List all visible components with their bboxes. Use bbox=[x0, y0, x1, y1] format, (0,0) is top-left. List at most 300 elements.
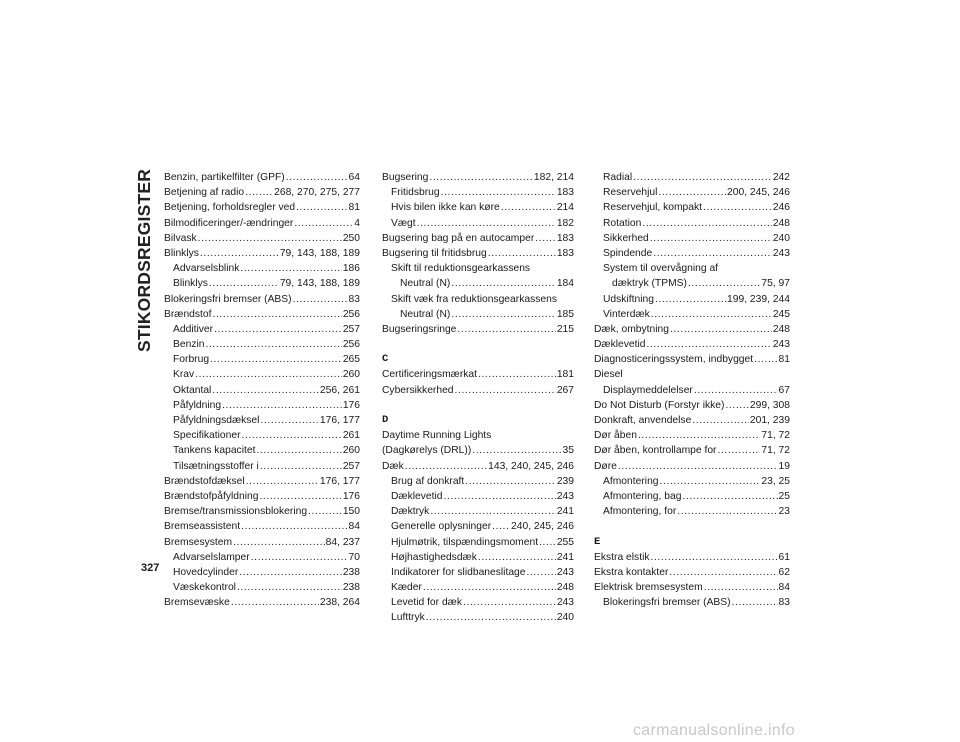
dot-leader bbox=[222, 398, 342, 413]
dot-leader bbox=[212, 383, 319, 398]
index-entry bbox=[382, 595, 574, 610]
entry-label: Brug af donkraft bbox=[391, 475, 465, 487]
entry-label: Specifikationer bbox=[173, 430, 241, 442]
entry-label: Afmontering, bag bbox=[603, 490, 682, 502]
entry-label: Brændstof bbox=[164, 308, 212, 320]
index-entry bbox=[594, 474, 790, 489]
index-entry bbox=[382, 474, 574, 489]
entry-label: Kæder bbox=[391, 582, 422, 594]
entry-label: Bugsering bag på en autocamper bbox=[382, 232, 535, 244]
dot-leader bbox=[704, 580, 778, 595]
entry-page-ref: 238 bbox=[342, 566, 360, 578]
dot-leader bbox=[492, 519, 510, 534]
entry-page-ref: 25 bbox=[778, 490, 790, 502]
entry-label: Afmontering, for bbox=[603, 506, 677, 518]
entry-page-ref: 240 bbox=[556, 612, 574, 624]
entry-page-ref: 256 bbox=[342, 308, 360, 320]
entry-label: Dæk, ombytning bbox=[594, 323, 669, 335]
dot-leader bbox=[660, 474, 761, 489]
dot-leader bbox=[441, 185, 556, 200]
dot-leader bbox=[478, 367, 556, 382]
entry-label: Bilvask bbox=[164, 232, 197, 244]
entry-label: Bremseassistent bbox=[164, 521, 241, 533]
dot-leader bbox=[455, 383, 556, 398]
index-entry bbox=[164, 170, 360, 185]
entry-page-ref: 83 bbox=[778, 597, 790, 609]
entry-page-ref: 81 bbox=[348, 202, 360, 214]
dot-leader bbox=[488, 246, 556, 261]
dot-leader bbox=[633, 170, 772, 185]
entry-page-ref: 61 bbox=[778, 551, 790, 563]
index-entry bbox=[382, 322, 574, 337]
entry-page-ref: 248 bbox=[772, 323, 790, 335]
index-entry bbox=[594, 504, 790, 519]
dot-leader bbox=[651, 307, 772, 322]
entry-page-ref: 268, 270, 275, 277 bbox=[274, 187, 360, 199]
dot-leader bbox=[240, 261, 341, 276]
entry-page-ref: 246 bbox=[772, 202, 790, 214]
entry-label: Advarselsblink bbox=[173, 263, 240, 275]
entry-label: Levetid for dæk bbox=[391, 597, 462, 609]
index-heading-line: Diesel bbox=[594, 369, 623, 381]
dot-leader bbox=[200, 246, 279, 261]
dot-leader bbox=[444, 489, 556, 504]
entry-page-ref: 71, 72 bbox=[761, 430, 790, 442]
entry-page-ref: 239 bbox=[556, 475, 574, 487]
index-entry bbox=[382, 200, 574, 215]
entry-label: Generelle oplysninger bbox=[391, 521, 492, 533]
entry-label: Reservehjul, kompakt bbox=[603, 202, 703, 214]
entry-page-ref: 79, 143, 188, 189 bbox=[279, 278, 360, 290]
entry-page-ref: 242 bbox=[772, 172, 790, 183]
entry-page-ref: 64 bbox=[348, 172, 360, 183]
dot-leader bbox=[638, 428, 760, 443]
entry-page-ref: 35 bbox=[562, 445, 574, 457]
entry-label: Tilsætningsstoffer i bbox=[173, 460, 259, 472]
entry-page-ref: 243 bbox=[556, 566, 574, 578]
entry-page-ref: 84 bbox=[348, 521, 360, 533]
dot-leader bbox=[451, 307, 555, 322]
entry-label: Lufttryk bbox=[391, 612, 425, 624]
dot-leader bbox=[653, 246, 772, 261]
entry-page-ref: 214 bbox=[556, 202, 574, 214]
dot-leader bbox=[670, 322, 772, 337]
section-title: STIKORDSREGISTER bbox=[134, 169, 154, 353]
entry-label: Certificeringsmærkat bbox=[382, 369, 477, 381]
index-entry bbox=[382, 367, 574, 382]
entry-page-ref: 84, 237 bbox=[325, 536, 360, 548]
dot-leader bbox=[296, 200, 347, 215]
index-entry bbox=[594, 185, 790, 200]
index-entry bbox=[164, 535, 360, 550]
dot-leader bbox=[669, 565, 777, 580]
entry-label: Displaymeddelelser bbox=[603, 384, 693, 396]
entry-label: Bugsering bbox=[382, 172, 429, 183]
dot-leader bbox=[233, 535, 325, 550]
index-entry bbox=[164, 276, 360, 291]
entry-page-ref: 23, 25 bbox=[761, 475, 790, 487]
entry-page-ref: 241 bbox=[556, 551, 574, 563]
entry-page-ref: 176, 177 bbox=[319, 475, 360, 487]
dot-leader bbox=[457, 322, 555, 337]
index-entry bbox=[164, 292, 360, 307]
entry-label: Donkraft, anvendelse bbox=[594, 415, 692, 426]
entry-label: Bilmodificeringer/-ændringer bbox=[164, 217, 294, 229]
index-entry bbox=[164, 519, 360, 534]
entry-label: Dæklevetid bbox=[594, 339, 646, 351]
entry-label: Fritidsbrug bbox=[391, 187, 440, 199]
spacer bbox=[594, 519, 790, 534]
dot-leader bbox=[210, 352, 342, 367]
index-entry bbox=[382, 276, 574, 291]
entry-label: Bugseringsringe bbox=[382, 323, 457, 335]
index-entry bbox=[382, 231, 574, 246]
dot-leader bbox=[214, 322, 342, 337]
entry-page-ref: 182 bbox=[556, 217, 574, 229]
index-entry bbox=[594, 398, 790, 413]
entry-page-ref: 250 bbox=[342, 232, 360, 244]
entry-page-ref: 186 bbox=[342, 263, 360, 275]
entry-label: Do Not Disturb (Forstyr ikke) bbox=[594, 399, 725, 411]
dot-leader bbox=[294, 216, 353, 231]
entry-label: Blokeringsfri bremser (ABS) bbox=[164, 293, 292, 305]
entry-label: Ekstra kontakter bbox=[594, 566, 669, 578]
index-entry bbox=[164, 595, 360, 610]
index-entry bbox=[164, 580, 360, 595]
entry-page-ref: 4 bbox=[354, 217, 360, 229]
dot-leader bbox=[198, 231, 342, 246]
index-entry bbox=[594, 383, 790, 398]
index-entry bbox=[594, 246, 790, 261]
index-entry bbox=[382, 216, 574, 231]
index-entry bbox=[164, 231, 360, 246]
entry-page-ref: 243 bbox=[556, 490, 574, 502]
index-entry bbox=[164, 261, 360, 276]
dot-leader bbox=[308, 504, 342, 519]
index-entry bbox=[594, 428, 790, 443]
index-entry bbox=[164, 383, 360, 398]
entry-page-ref: 143, 240, 245, 246 bbox=[488, 460, 574, 472]
index-entry bbox=[382, 185, 574, 200]
entry-page-ref: 215 bbox=[556, 323, 574, 335]
dot-leader bbox=[651, 550, 778, 565]
index-entry bbox=[164, 459, 360, 474]
index-entry bbox=[594, 307, 790, 322]
index-entry bbox=[382, 170, 574, 185]
index-entry bbox=[382, 459, 574, 474]
dot-leader bbox=[429, 170, 533, 185]
spacer bbox=[382, 398, 574, 413]
index-entry bbox=[164, 565, 360, 580]
entry-label: Dæklevetid bbox=[391, 490, 443, 502]
entry-label: Indikatorer for slidbaneslitage bbox=[391, 566, 526, 578]
dot-leader bbox=[535, 231, 556, 246]
dot-leader bbox=[694, 383, 778, 398]
index-entry bbox=[382, 535, 574, 550]
entry-label: Betjening, forholdsregler ved bbox=[164, 202, 296, 214]
entry-page-ref: 248 bbox=[772, 217, 790, 229]
entry-page-ref: 243 bbox=[772, 247, 790, 259]
entry-label: Cybersikkerhed bbox=[382, 384, 454, 396]
dot-leader bbox=[251, 550, 348, 565]
entry-label: Rotation bbox=[603, 217, 642, 229]
index-entry bbox=[382, 443, 574, 458]
entry-label: (Dagkørelys (DRL)) bbox=[382, 445, 472, 457]
dot-leader bbox=[618, 459, 778, 474]
entry-label: Tankens kapacitet bbox=[173, 445, 256, 457]
dot-leader bbox=[682, 489, 777, 504]
dot-leader bbox=[256, 443, 341, 458]
index-entry bbox=[382, 246, 574, 261]
dot-leader bbox=[259, 489, 341, 504]
entry-page-ref: 260 bbox=[342, 445, 360, 457]
dot-leader bbox=[501, 200, 556, 215]
index-entry bbox=[164, 504, 360, 519]
entry-page-ref: 256 bbox=[342, 339, 360, 351]
dot-leader bbox=[195, 367, 342, 382]
section-letter: D bbox=[382, 414, 389, 426]
dot-leader bbox=[430, 504, 555, 519]
index-heading-line: Daytime Running Lights bbox=[382, 430, 492, 442]
index-entry bbox=[594, 216, 790, 231]
dot-leader bbox=[245, 185, 273, 200]
dot-leader bbox=[237, 580, 342, 595]
dot-leader bbox=[658, 185, 726, 200]
dot-leader bbox=[260, 459, 342, 474]
index-entry bbox=[164, 550, 360, 565]
entry-label: Hvis bilen ikke kan køre bbox=[391, 202, 500, 214]
entry-page-ref: 67 bbox=[778, 384, 790, 396]
index-entry bbox=[164, 352, 360, 367]
entry-label: Oktantal bbox=[173, 384, 212, 396]
index-entry bbox=[594, 580, 790, 595]
entry-label: Neutral (N) bbox=[400, 278, 451, 290]
entry-page-ref: 182, 214 bbox=[533, 172, 574, 183]
entry-page-ref: 243 bbox=[556, 597, 574, 609]
entry-label: Dør åben, kontrollampe for bbox=[594, 445, 717, 457]
entry-page-ref: 241 bbox=[556, 506, 574, 518]
dot-leader bbox=[463, 595, 556, 610]
entry-label: Ekstra elstik bbox=[594, 551, 650, 563]
entry-label: Neutral (N) bbox=[400, 308, 451, 320]
entry-page-ref: 260 bbox=[342, 369, 360, 381]
dot-leader bbox=[239, 565, 342, 580]
index-entry bbox=[164, 474, 360, 489]
dot-leader bbox=[688, 276, 760, 291]
entry-label: Udskiftning bbox=[603, 293, 654, 305]
index-column-1 bbox=[164, 170, 360, 610]
entry-page-ref: 176 bbox=[342, 490, 360, 502]
entry-label: Vægt bbox=[391, 217, 416, 229]
index-entry bbox=[594, 459, 790, 474]
entry-page-ref: 75, 97 bbox=[761, 278, 790, 290]
entry-label: Påfyldningsdæksel bbox=[173, 415, 260, 426]
entry-label: Diagnosticeringssystem, indbygget bbox=[594, 354, 754, 366]
entry-page-ref: 265 bbox=[342, 354, 360, 366]
entry-page-ref: 240, 245, 246 bbox=[511, 521, 574, 533]
dot-leader bbox=[417, 216, 556, 231]
index-column-2 bbox=[382, 170, 574, 626]
entry-label: Brændstofpåfyldning bbox=[164, 490, 259, 502]
entry-page-ref: 150 bbox=[342, 506, 360, 518]
index-entry bbox=[164, 216, 360, 231]
section-letter: C bbox=[382, 353, 389, 366]
entry-label: Additiver bbox=[173, 323, 214, 335]
entry-page-ref: 240 bbox=[772, 232, 790, 244]
dot-leader bbox=[465, 474, 556, 489]
dot-leader bbox=[213, 307, 342, 322]
entry-page-ref: 176 bbox=[342, 399, 360, 411]
entry-label: Blokeringsfri bremser (ABS) bbox=[603, 597, 731, 609]
dot-leader bbox=[209, 276, 279, 291]
entry-label: Benzin, partikelfilter (GPF) bbox=[164, 172, 285, 183]
index-entry bbox=[594, 337, 790, 352]
index-entry bbox=[164, 367, 360, 382]
entry-page-ref: 199, 239, 244 bbox=[727, 293, 790, 305]
index-entry bbox=[594, 595, 790, 610]
index-entry bbox=[594, 565, 790, 580]
entry-label: Døre bbox=[594, 460, 617, 472]
entry-label: Dæk bbox=[382, 460, 404, 472]
index-entry bbox=[382, 307, 574, 322]
dot-leader bbox=[732, 595, 778, 610]
index-entry bbox=[164, 398, 360, 413]
index-entry bbox=[164, 337, 360, 352]
entry-label: Afmontering bbox=[603, 475, 659, 487]
entry-page-ref: 256, 261 bbox=[319, 384, 360, 396]
entry-page-ref: 19 bbox=[778, 460, 790, 472]
entry-label: Blinklys bbox=[173, 278, 208, 290]
index-entry bbox=[164, 428, 360, 443]
entry-label: Radial bbox=[603, 172, 633, 183]
entry-page-ref: 70 bbox=[348, 551, 360, 563]
dot-leader bbox=[205, 337, 341, 352]
entry-page-ref: 83 bbox=[348, 293, 360, 305]
entry-label: Bugsering til fritidsbrug bbox=[382, 247, 487, 259]
entry-label: Forbrug bbox=[173, 354, 210, 366]
dot-leader bbox=[717, 443, 760, 458]
dot-leader bbox=[293, 292, 348, 307]
index-entry bbox=[382, 489, 574, 504]
entry-page-ref: 71, 72 bbox=[761, 445, 790, 457]
dot-leader bbox=[423, 580, 556, 595]
index-entry bbox=[594, 170, 790, 185]
section-letter: E bbox=[594, 535, 601, 548]
index-entry bbox=[382, 565, 574, 580]
index-entry bbox=[382, 550, 574, 565]
entry-label: Reservehjul bbox=[603, 187, 658, 199]
entry-page-ref: 183 bbox=[556, 247, 574, 259]
entry-page-ref: 176, 177 bbox=[319, 415, 360, 426]
entry-page-ref: 201, 239 bbox=[749, 415, 790, 426]
watermark: carmanualsonline.info bbox=[633, 722, 795, 739]
index-entry bbox=[594, 322, 790, 337]
entry-page-ref: 257 bbox=[342, 323, 360, 335]
dot-leader bbox=[246, 474, 319, 489]
dot-leader bbox=[703, 200, 772, 215]
index-entry bbox=[594, 443, 790, 458]
dot-leader bbox=[650, 231, 772, 246]
entry-page-ref: 299, 308 bbox=[749, 399, 790, 411]
entry-label: Dør åben bbox=[594, 430, 637, 442]
index-entry bbox=[164, 246, 360, 261]
dot-leader bbox=[655, 292, 726, 307]
entry-page-ref: 245 bbox=[772, 308, 790, 320]
entry-label: dæktryk (TPMS) bbox=[612, 278, 687, 290]
index-entry bbox=[594, 200, 790, 215]
entry-label: Bremsesystem bbox=[164, 536, 233, 548]
index-entry bbox=[382, 383, 574, 398]
index-heading-line: System til overvågning af bbox=[603, 263, 719, 275]
index-entry bbox=[382, 580, 574, 595]
index-heading-line: Skift væk fra reduktionsgearkassens bbox=[391, 293, 557, 305]
index-entry bbox=[594, 231, 790, 246]
index-entry bbox=[594, 489, 790, 504]
index-entry bbox=[164, 185, 360, 200]
index-entry bbox=[382, 519, 574, 534]
dot-leader bbox=[642, 216, 771, 231]
dot-leader bbox=[527, 565, 556, 580]
entry-label: Krav bbox=[173, 369, 195, 381]
dot-leader bbox=[231, 595, 319, 610]
entry-page-ref: 200, 245, 246 bbox=[727, 187, 790, 199]
entry-page-ref: 255 bbox=[556, 536, 574, 548]
entry-page-ref: 81 bbox=[778, 354, 790, 366]
entry-label: Hjulmøtrik, tilspændingsmoment bbox=[391, 536, 539, 548]
entry-page-ref: 183 bbox=[556, 232, 574, 244]
index-entry bbox=[594, 292, 790, 307]
entry-label: Elektrisk bremsesystem bbox=[594, 582, 703, 594]
entry-label: Påfyldning bbox=[173, 399, 222, 411]
index-entry bbox=[164, 413, 360, 428]
entry-page-ref: 185 bbox=[556, 308, 574, 320]
entry-page-ref: 84 bbox=[778, 582, 790, 594]
dot-leader bbox=[260, 413, 318, 428]
entry-label: Væskekontrol bbox=[173, 582, 236, 594]
index-entry bbox=[164, 322, 360, 337]
spacer bbox=[382, 337, 574, 352]
index-column-3 bbox=[594, 170, 790, 610]
entry-label: Dæktryk bbox=[391, 506, 430, 518]
index-entry bbox=[594, 352, 790, 367]
dot-leader bbox=[539, 535, 556, 550]
dot-leader bbox=[677, 504, 777, 519]
entry-label: Advarselslamper bbox=[173, 551, 250, 563]
entry-page-ref: 62 bbox=[778, 566, 790, 578]
dot-leader bbox=[286, 170, 348, 185]
entry-page-ref: 183 bbox=[556, 187, 574, 199]
entry-label: Bremse/transmissionsblokering bbox=[164, 506, 308, 518]
entry-page-ref: 238, 264 bbox=[319, 597, 360, 609]
entry-label: Benzin bbox=[173, 339, 205, 351]
dot-leader bbox=[472, 443, 561, 458]
entry-page-ref: 238 bbox=[342, 582, 360, 594]
index-entry bbox=[164, 489, 360, 504]
dot-leader bbox=[451, 276, 555, 291]
entry-page-ref: 181 bbox=[556, 369, 574, 381]
dot-leader bbox=[647, 337, 772, 352]
index-entry bbox=[594, 550, 790, 565]
dot-leader bbox=[241, 519, 347, 534]
entry-page-ref: 248 bbox=[556, 582, 574, 594]
dot-leader bbox=[478, 550, 556, 565]
dot-leader bbox=[692, 413, 749, 428]
dot-leader bbox=[754, 352, 777, 367]
entry-page-ref: 23 bbox=[778, 506, 790, 518]
entry-page-ref: 257 bbox=[342, 460, 360, 472]
entry-label: Spindende bbox=[603, 247, 653, 259]
index-entry bbox=[164, 200, 360, 215]
